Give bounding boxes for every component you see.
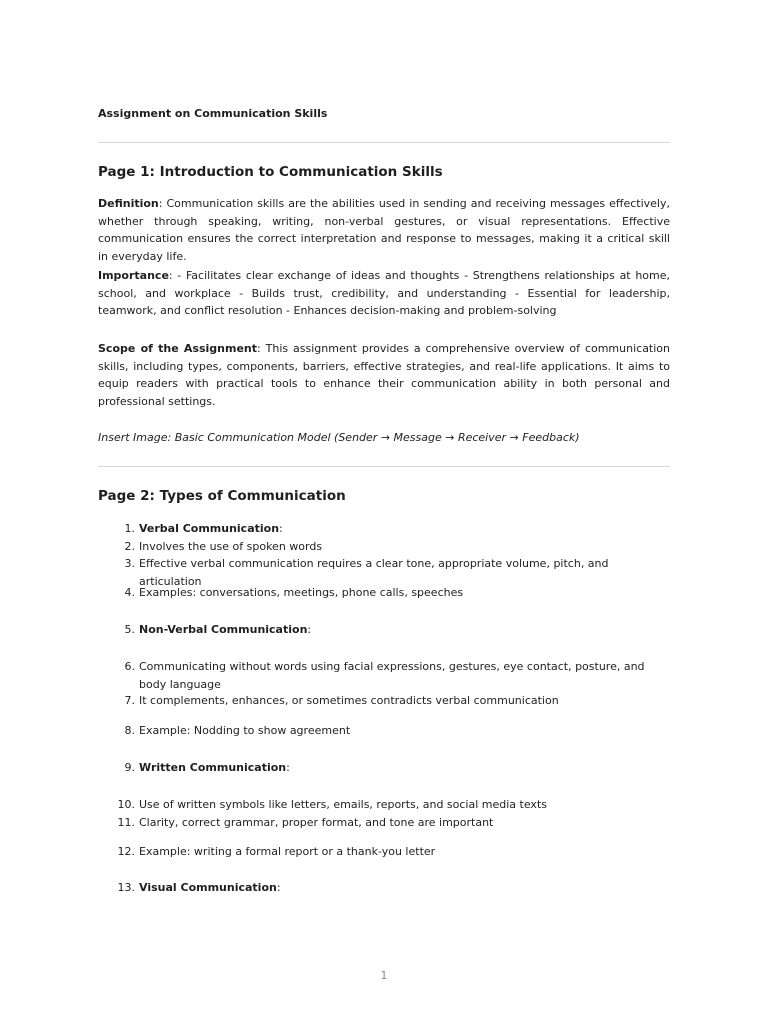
list-item — [98, 621, 670, 639]
document-title: Assignment on Communication Skills — [98, 107, 328, 120]
list-number: 8. — [124, 724, 135, 737]
list-item-bold: Visual Communication — [139, 881, 277, 894]
divider — [98, 142, 670, 143]
image-placeholder-note: Insert Image: Basic Communication Model (Sender → Message → Receiver → Feedback) — [98, 431, 580, 444]
list-item-text: Effective verbal communication requires a clear tone, appropriate volume, pitch, and articulation — [139, 557, 609, 588]
section-heading-2: Page 2: Types of Communication — [98, 488, 346, 504]
list-number: 13. — [117, 881, 135, 894]
list-item-text: It complements, enhances, or sometimes contradicts verbal communication — [139, 694, 559, 707]
list-item-bold: Written Communication — [139, 761, 287, 774]
list-number: 1. — [124, 522, 135, 535]
list-number: 9. — [124, 761, 135, 774]
list-item — [98, 538, 670, 556]
list-item-text: Communicating without words using facial expressions, gestures, eye contact, posture, and body language — [139, 660, 645, 691]
list-number: 10. — [117, 798, 135, 811]
list-number: 5. — [124, 623, 135, 636]
list-number: 12. — [117, 845, 135, 858]
list-item — [98, 796, 670, 814]
list-item — [98, 692, 670, 710]
scope-text: : This assignment provides a comprehensive overview of communication skills, including types, components, barriers, effective strategies, and real-life applications. It aims to equip readers with practical tools to enhance their communication ability in both personal and professional settings. — [98, 342, 671, 408]
list-number: 7. — [124, 694, 135, 707]
list-item-text: : — [307, 623, 312, 636]
list-number: 11. — [117, 816, 135, 829]
list-item — [98, 759, 670, 777]
importance-label: Importance — [98, 269, 169, 282]
list-item-text: Involves the use of spoken words — [139, 540, 323, 553]
list-number: 6. — [124, 660, 135, 673]
list-number: 4. — [124, 586, 135, 599]
list-item — [98, 520, 670, 538]
list-item-text: : — [276, 881, 281, 894]
list-item-text: Examples: conversations, meetings, phone calls, speeches — [139, 586, 464, 599]
importance-paragraph — [98, 267, 670, 320]
list-item — [98, 584, 670, 602]
list-item — [98, 722, 670, 740]
section-heading-1: Page 1: Introduction to Communication Skills — [98, 164, 443, 180]
list-number: 2. — [124, 540, 135, 553]
list-item-text: Clarity, correct grammar, proper format, and tone are important — [139, 816, 494, 829]
list-item — [98, 843, 670, 861]
list-item — [98, 658, 670, 693]
list-item-text: Example: Nodding to show agreement — [139, 724, 351, 737]
list-item — [98, 879, 670, 897]
list-item — [98, 814, 670, 832]
page-number: 1 — [380, 970, 388, 982]
definition-text: : Communication skills are the abilities used in sending and receiving messages effectively, whether through speaking, writing, non-verbal gestures, or visual representations. Effective communication ensures the correct interpretation and response to messages, making it a critical skill in everyday life. — [98, 197, 670, 263]
list-item-text: : — [279, 522, 283, 535]
importance-text: : - Facilitates clear exchange of ideas and thoughts - Strengthens relationships at home, school, and workplace - Builds trust, credibility, and understanding - Essential for leadership, teamwork, and conflict resolution - Enhances decision-making and problem-solving — [98, 269, 670, 317]
divider — [98, 466, 670, 467]
scope-label: Scope of the Assignment — [98, 342, 258, 355]
list-item-text: Example: writing a formal report or a thank-you letter — [139, 845, 436, 858]
definition-paragraph — [98, 195, 670, 265]
list-item-bold: Non-Verbal Communication — [139, 623, 308, 636]
list-number: 3. — [124, 557, 135, 570]
scope-paragraph — [98, 340, 670, 410]
definition-label: Definition — [98, 197, 159, 210]
list-item-text: : — [286, 761, 290, 774]
list-item-bold: Verbal Communication — [139, 522, 280, 535]
list-item-text: Use of written symbols like letters, emails, reports, and social media texts — [139, 798, 547, 811]
